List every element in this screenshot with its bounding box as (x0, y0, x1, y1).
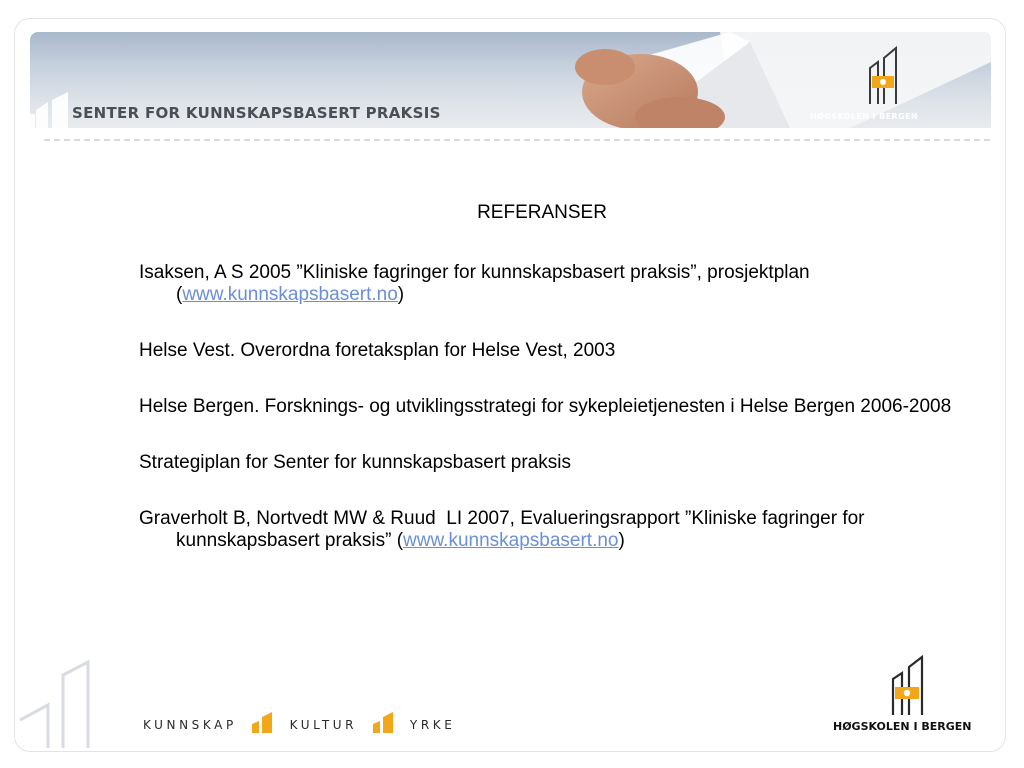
footer-slogan (143, 711, 455, 733)
header-banner (30, 32, 991, 128)
reference-text-end: ) (397, 284, 405, 305)
slide-heading: REFERANSER (477, 202, 607, 223)
reference-item-1 (139, 262, 974, 306)
header-school-name: HØGSKOLEN I BERGEN (810, 112, 918, 121)
reference-link[interactable]: www.kunnskapsbasert.no (182, 284, 398, 305)
footer-word: KUNNSKAP (143, 718, 237, 732)
orange-building-icon (250, 711, 274, 733)
reference-text: Helse Vest. Overordna foretaksplan for Helse Vest, 2003 (139, 340, 616, 361)
school-logo-icon (866, 46, 900, 106)
reference-item-2 (139, 340, 974, 362)
reference-text: Helse Bergen. Forsknings- og utviklingsstrategi for sykepleietjenesten i Helse Bergen 2006-2008 (139, 396, 952, 417)
reference-text-end: ) (618, 530, 625, 551)
reference-text: Strategiplan for Senter for kunnskapsbasert praksis (139, 452, 571, 473)
footer-school-name: HØGSKOLEN I BERGEN (833, 720, 972, 733)
reference-link[interactable]: www.kunnskapsbasert.no (403, 530, 619, 551)
reference-item-5 (139, 508, 974, 552)
header-title: SENTER FOR KUNNSKAPSBASERT PRAKSIS (72, 104, 441, 122)
reference-text: Graverholt B, Nortvedt MW & Ruud (139, 508, 436, 529)
footer-word: KULTUR (289, 718, 358, 732)
reference-item-3 (139, 396, 974, 418)
reference-text: Isaksen, A S 2005 ”Kliniske fagringer for kunnskapsbasert praksis”, prosjektplan ( (139, 262, 810, 305)
orange-building-icon (371, 711, 395, 733)
header-divider (44, 139, 990, 141)
reference-text-cont: LI 2007, Evalueringsrapport ”Kliniske fagringer for kunnskapsbasert praksis” ( (176, 508, 865, 551)
footer-word: YRKE (409, 718, 456, 732)
reference-list (139, 262, 974, 586)
footer-decoration-icon (18, 650, 118, 750)
reference-item-4 (139, 452, 974, 474)
school-logo-icon (888, 655, 926, 717)
